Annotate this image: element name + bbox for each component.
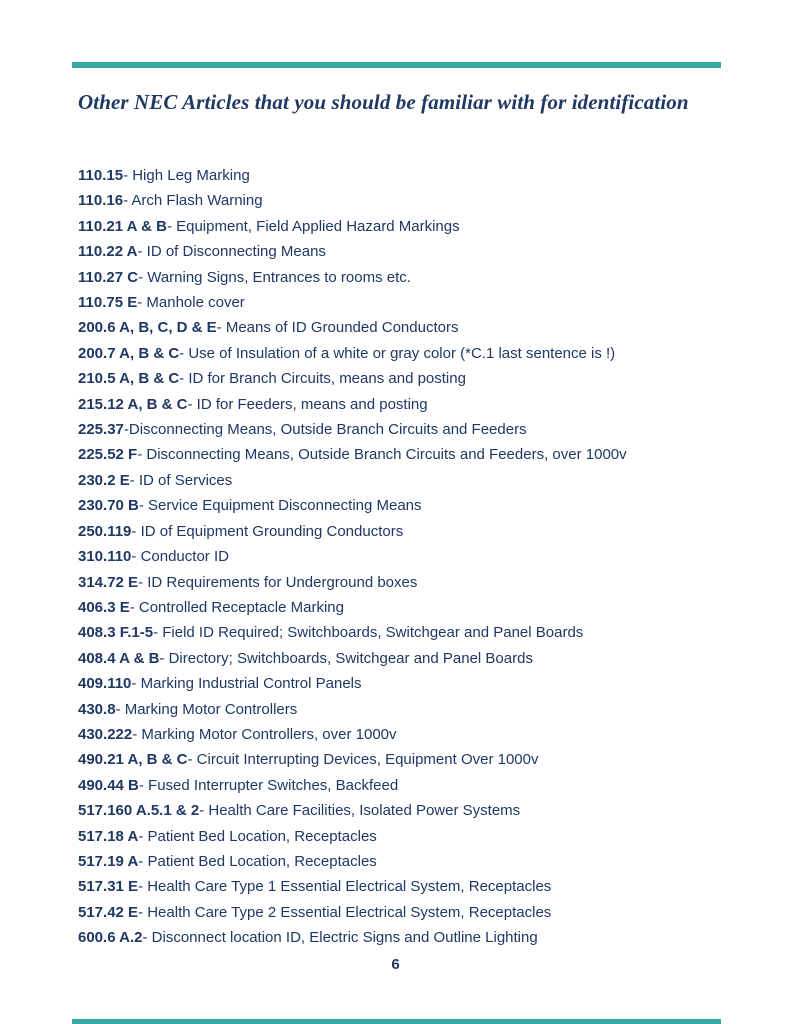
article-desc: - Patient Bed Location, Receptacles [138,827,377,845]
article-ref: 517.31 E [78,878,139,896]
article-desc: - Patient Bed Location, Receptacles [138,852,377,870]
article-row [78,722,627,747]
article-ref: 600.6 A.2 [78,929,143,947]
article-ref: 517.19 A [78,852,139,870]
article-ref: 517.160 A.5.1 & 2 [78,802,200,820]
article-ref: 430.8 [78,700,116,718]
article-desc: - ID of Disconnecting Means [137,243,326,261]
accent-bar-bottom [72,1019,721,1024]
article-row [78,163,627,188]
article-row [78,798,627,823]
article-desc: - Arch Flash Warning [123,192,263,210]
article-desc: - Controlled Receptacle Marking [129,598,344,616]
article-ref: 110.27 C [78,268,139,286]
article-row [78,773,627,798]
article-ref: 110.15 [78,167,124,184]
article-ref: 517.18 A [78,827,139,845]
article-row [78,442,627,467]
article-ref: 409.110 [78,675,132,693]
article-ref: 200.7 A, B & C [78,344,180,362]
article-ref: 406.3 E [78,598,130,616]
article-ref: 110.21 A & B [78,217,167,235]
article-ref: 200.6 A, B, C, D & E [78,319,217,337]
article-ref: 490.44 B [78,776,139,794]
article-row [78,417,627,442]
article-row [78,646,627,671]
article-row [78,214,627,239]
article-desc: - Means of ID Grounded Conductors [216,319,459,337]
article-desc: - Directory; Switchboards, Switchgear and Panel Boards [159,649,533,667]
article-desc: - Equipment, Field Applied Hazard Markings [166,217,460,235]
page-title: Other NEC Articles that you should be familiar with for identification [78,90,689,114]
article-ref: 110.75 E [78,294,138,312]
article-ref: 215.12 A, B & C [78,395,188,413]
article-row [78,239,627,264]
page-number: 6 [391,956,400,973]
article-desc: - ID of Services [129,471,233,489]
article-desc: - ID for Branch Circuits, means and posting [179,370,466,388]
article-row [78,341,627,366]
article-row [78,570,627,595]
article-desc: - Marking Industrial Control Panels [131,675,362,693]
article-desc: - ID of Equipment Grounding Conductors [131,522,404,540]
article-desc: - ID Requirements for Underground boxes [138,573,418,591]
article-ref: 230.2 E [78,471,130,489]
article-row [78,900,627,925]
article-desc: - Use of Insulation of a white or gray color (*C.1 last sentence is !) [179,344,616,362]
article-desc: - Disconnect location ID, Electric Signs and Outline Lighting [142,929,538,947]
article-ref: 225.37 [78,421,124,439]
article-list [78,163,627,951]
article-ref: 408.4 A & B [78,649,160,667]
article-row [78,392,627,417]
article-desc: - Circuit Interrupting Devices, Equipment Over 1000v [187,751,539,769]
article-ref: 230.70 B [78,497,139,515]
article-ref: 408.3 F.1-5 [78,624,154,642]
article-row [78,671,627,696]
article-desc: - Fused Interrupter Switches, Backfeed [138,776,399,794]
article-row [78,874,627,899]
article-row [78,315,627,340]
article-desc: - Warning Signs, Entrances to rooms etc. [138,268,411,286]
article-row [78,595,627,620]
article-desc: - High Leg Marking [123,167,250,184]
article-desc: - Disconnecting Means, Outside Branch Circuits and Feeders, over 1000v [137,446,627,464]
article-desc: - Field ID Required; Switchboards, Switchgear and Panel Boards [153,624,584,642]
article-ref: 490.21 A, B & C [78,751,188,769]
article-row [78,824,627,849]
accent-bar-top [72,62,721,68]
article-ref: 430.222 [78,725,133,743]
article-ref: 110.22 A [78,243,138,261]
article-row [78,925,627,950]
article-row [78,544,627,569]
article-desc: - Marking Motor Controllers [115,700,298,718]
article-row [78,697,627,722]
article-desc: - Marking Motor Controllers, over 1000v [132,725,397,743]
article-ref: 210.5 A, B & C [78,370,180,388]
article-ref: 250.119 [78,522,132,540]
article-desc: - Manhole cover [137,294,245,312]
article-desc: -Disconnecting Means, Outside Branch Circuits and Feeders [123,421,527,439]
article-row [78,265,627,290]
article-ref: 310.110 [78,548,132,566]
article-row [78,620,627,645]
article-row [78,493,627,518]
article-row [78,519,627,544]
article-row [78,468,627,493]
article-row [78,849,627,874]
article-ref: 225.52 F [78,446,138,464]
article-desc: - Service Equipment Disconnecting Means [138,497,422,515]
article-row [78,188,627,213]
article-ref: 110.16 [78,192,124,210]
article-desc: - Health Care Type 2 Essential Electrical System, Receptacles [138,903,552,921]
article-row [78,747,627,772]
article-desc: - Health Care Facilities, Isolated Power Systems [199,802,521,820]
article-row [78,366,627,391]
article-desc: - Health Care Type 1 Essential Electrical System, Receptacles [138,878,552,896]
article-row [78,290,627,315]
article-ref: 314.72 E [78,573,139,591]
article-desc: - Conductor ID [131,548,229,566]
article-desc: - ID for Feeders, means and posting [187,395,428,413]
article-ref: 517.42 E [78,903,139,921]
